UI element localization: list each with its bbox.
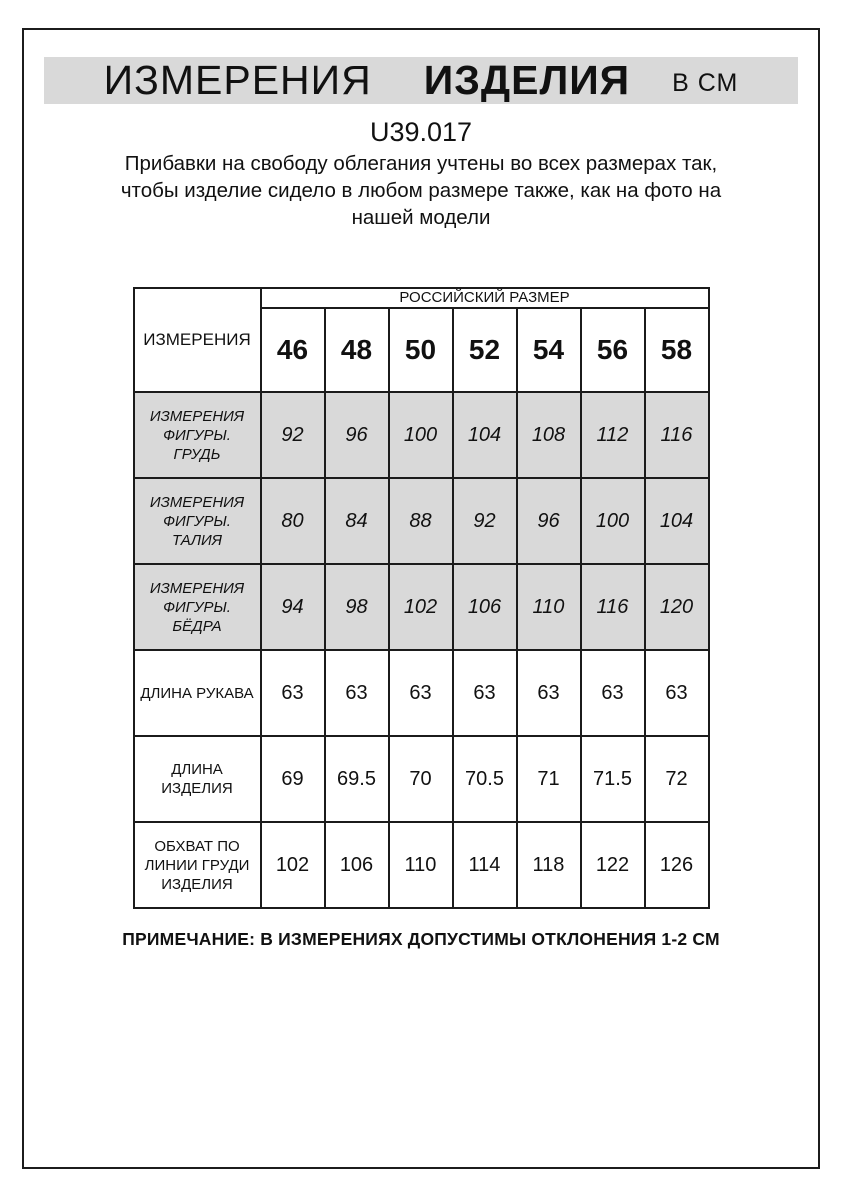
value-cell: 63 — [645, 650, 709, 736]
intro-line-1: Прибавки на свободу облегания учтены во всех размерах так, — [124, 152, 718, 175]
value-cell: 84 — [325, 478, 389, 564]
value-cell: 92 — [261, 392, 325, 478]
value-cell: 72 — [645, 736, 709, 822]
table-row — [134, 736, 709, 822]
value-cell: 116 — [645, 392, 709, 478]
value-cell: 116 — [581, 564, 645, 650]
value-cell: 118 — [517, 822, 581, 908]
value-cell: 104 — [453, 392, 517, 478]
note-text: ПРИМЕЧАНИЕ: В ИЗМЕРЕНИЯХ ДОПУСТИМЫ ОТКЛОНЕНИЯ 1-2 СМ — [122, 929, 720, 949]
table-row — [134, 650, 709, 736]
table-row — [134, 478, 709, 564]
value-cell: 69 — [261, 736, 325, 822]
article-code: U39.017 — [369, 117, 473, 147]
value-cell: 122 — [581, 822, 645, 908]
value-cell: 63 — [517, 650, 581, 736]
row-label: ИЗМЕРЕНИЯ ФИГУРЫ. ТАЛИЯ — [134, 478, 261, 564]
value-cell: 96 — [325, 392, 389, 478]
title-secondary: ИЗДЕЛИЯ — [423, 57, 631, 103]
value-cell: 63 — [581, 650, 645, 736]
size-header-cell: 48 — [325, 308, 389, 392]
document-page-frame — [22, 28, 820, 1169]
value-cell: 106 — [453, 564, 517, 650]
table-row — [134, 392, 709, 478]
size-header-cell: 52 — [453, 308, 517, 392]
row-label: ИЗМЕРЕНИЯ ФИГУРЫ. БЁДРА — [134, 564, 261, 650]
intro-line-2: чтобы изделие сидело в любом размере также, как на фото на — [120, 179, 722, 202]
row-label: ДЛИНА ИЗДЕЛИЯ — [134, 736, 261, 822]
value-cell: 63 — [389, 650, 453, 736]
intro-line-3: нашей модели — [351, 206, 491, 229]
value-cell: 106 — [325, 822, 389, 908]
size-header-cell: 50 — [389, 308, 453, 392]
value-cell: 108 — [517, 392, 581, 478]
title-unit: В СМ — [672, 69, 739, 97]
value-cell: 71.5 — [581, 736, 645, 822]
value-cell: 80 — [261, 478, 325, 564]
value-cell: 120 — [645, 564, 709, 650]
table-row — [134, 564, 709, 650]
row-label: ИЗМЕРЕНИЯ ФИГУРЫ. ГРУДЬ — [134, 392, 261, 478]
value-cell: 63 — [453, 650, 517, 736]
value-cell: 70.5 — [453, 736, 517, 822]
value-cell: 102 — [261, 822, 325, 908]
size-header-cell: 54 — [517, 308, 581, 392]
russian-size-header: РОССИЙСКИЙ РАЗМЕР — [261, 288, 709, 308]
value-cell: 126 — [645, 822, 709, 908]
value-cell: 112 — [581, 392, 645, 478]
size-table — [133, 287, 710, 909]
value-cell: 110 — [389, 822, 453, 908]
value-cell: 98 — [325, 564, 389, 650]
intro-paragraph — [24, 150, 818, 231]
value-cell: 69.5 — [325, 736, 389, 822]
value-cell: 104 — [645, 478, 709, 564]
value-cell: 70 — [389, 736, 453, 822]
size-table-body — [134, 392, 709, 908]
value-cell: 96 — [517, 478, 581, 564]
value-cell: 92 — [453, 478, 517, 564]
value-cell: 63 — [325, 650, 389, 736]
table-row — [134, 822, 709, 908]
size-header-cell: 46 — [261, 308, 325, 392]
size-header-cell: 58 — [645, 308, 709, 392]
row-label: ОБХВАТ ПО ЛИНИИ ГРУДИ ИЗДЕЛИЯ — [134, 822, 261, 908]
corner-header-cell: ИЗМЕРЕНИЯ — [134, 288, 261, 392]
value-cell: 114 — [453, 822, 517, 908]
value-cell: 94 — [261, 564, 325, 650]
value-cell: 100 — [389, 392, 453, 478]
title-band — [44, 57, 798, 104]
value-cell: 63 — [261, 650, 325, 736]
size-header-cell: 56 — [581, 308, 645, 392]
value-cell: 71 — [517, 736, 581, 822]
value-cell: 102 — [389, 564, 453, 650]
title-main: ИЗМЕРЕНИЯ — [103, 57, 372, 103]
table-group-header-row — [134, 288, 709, 308]
value-cell: 100 — [581, 478, 645, 564]
value-cell: 88 — [389, 478, 453, 564]
row-label: ДЛИНА РУКАВА — [134, 650, 261, 736]
value-cell: 110 — [517, 564, 581, 650]
